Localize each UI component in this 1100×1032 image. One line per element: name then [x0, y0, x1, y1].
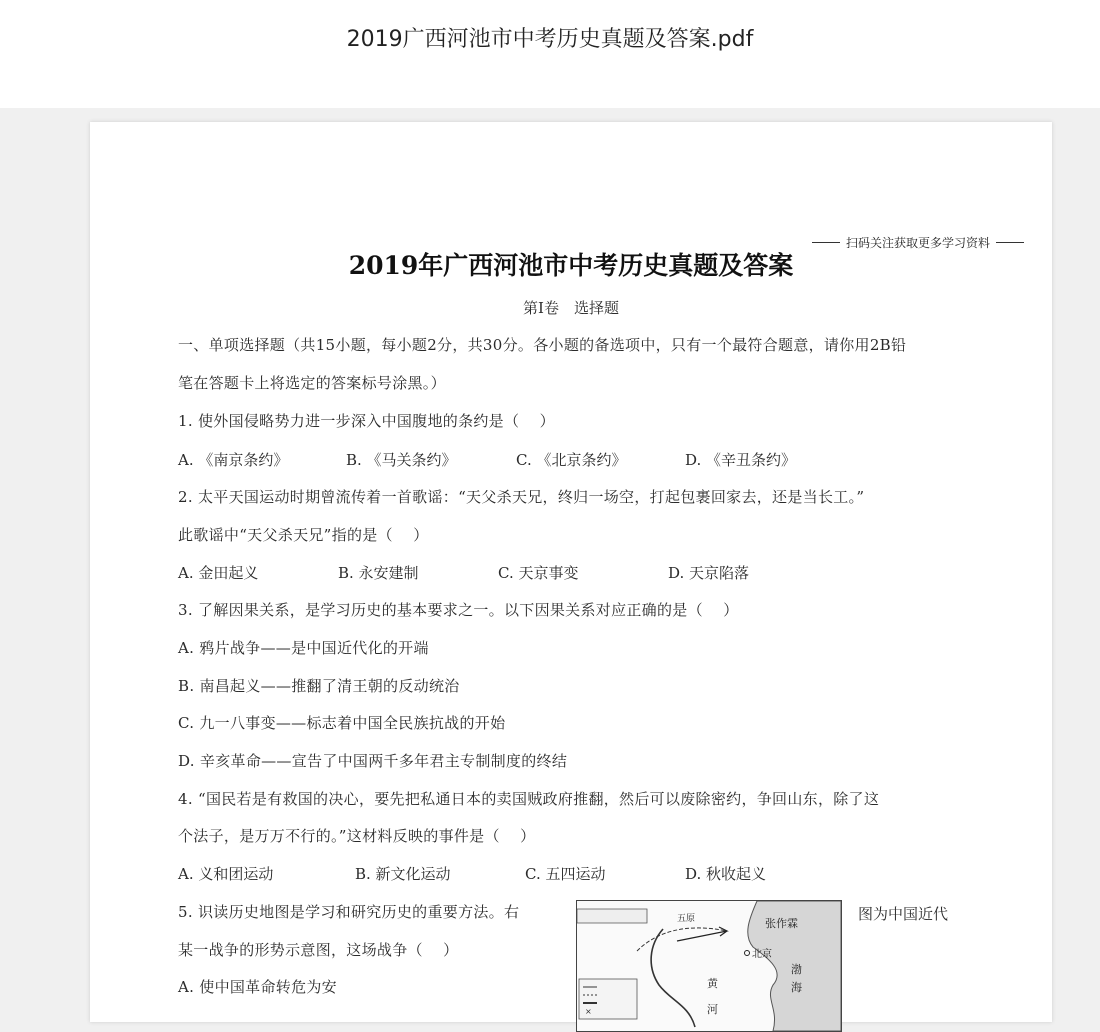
banner-text: 扫码关注获取更多学习资料: [845, 236, 990, 250]
instructions-line-1: 一、单项选择题（共15小题，每小题2分，共30分。各小题的备选项中，只有一个最符合题意，请你用2B铅: [178, 336, 907, 354]
map-label-wuyuan: 五原: [677, 914, 696, 924]
q2-stem-line-1: 2. 太平天国运动时期曾流传着一首歌谣：“天父杀天兄，终归一场空，打起包裹回家去，还是当长工。”: [178, 488, 865, 506]
q3-option-b: B. 南昌起义——推翻了清王朝的反动统治: [178, 677, 460, 695]
pdf-page: [90, 122, 1052, 1022]
section-heading: 第Ⅰ卷 选择题: [523, 299, 619, 317]
q3-option-c: C. 九一八事变——标志着中国全民族抗战的开始: [178, 714, 506, 732]
q2-option-a: A. 金田起义: [178, 564, 259, 582]
banner-rule-right: [996, 242, 1024, 243]
q2-option-c: C. 天京事变: [498, 564, 579, 582]
q1-option-b: B. 《马关条约》: [346, 451, 457, 469]
q5-stem-right: 图为中国近代: [858, 905, 949, 923]
map-label-hai: 海: [791, 981, 802, 994]
q3-option-a: A. 鸦片战争——是中国近代化的开端: [178, 639, 429, 657]
q4-stem-line-2: 个法子，是万万不行的。”这材料反映的事件是（ ）: [178, 827, 536, 845]
instructions-line-2: 笔在答题卡上将选定的答案标号涂黑。）: [178, 374, 446, 392]
q4-option-d: D. 秋收起义: [685, 865, 767, 883]
map-label-beijing: 北京: [752, 949, 772, 960]
document-title: 2019广西河池市中考历史真题及答案.pdf: [346, 27, 754, 52]
map-label-he: 河: [707, 1003, 718, 1016]
q4-stem-line-1: 4. “国民若是有救国的决心，要先把私通日本的卖国贼政府推翻，然后可以废除密约，争回山东，除了这: [178, 790, 880, 808]
q2-option-d: D. 天京陷落: [668, 564, 750, 582]
q4-option-b: B. 新文化运动: [355, 865, 451, 883]
viewer-header: [0, 0, 1100, 108]
q2-stem-line-2: 此歌谣中“天父杀天兄”指的是（ ）: [178, 526, 429, 544]
banner-rule-left: [812, 242, 840, 243]
map-legend-cross: ×: [585, 1007, 592, 1016]
q1-option-c: C. 《北京条约》: [516, 451, 627, 469]
map-city-marker: [745, 951, 750, 956]
q1-option-d: D. 《辛丑条约》: [685, 451, 797, 469]
map-advance-arrow: [677, 927, 727, 941]
q1-stem: 1. 使外国侵略势力进一步深入中国腹地的条约是（ ）: [178, 412, 555, 430]
q3-stem: 3. 了解因果关系，是学习历史的基本要求之一。以下因果关系对应正确的是（ ）: [178, 601, 739, 619]
q2-option-b: B. 永安建制: [338, 564, 419, 582]
q5-option-a: A. 使中国革命转危为安: [178, 978, 337, 996]
q5-stem-line-2: 某一战争的形势示意图，这场战争（ ）: [178, 941, 459, 959]
map-river: [651, 929, 695, 1027]
map-label-huang: 黄: [707, 977, 718, 990]
exam-title: 2019年广西河池市中考历史真题及答案: [348, 251, 794, 280]
q3-option-d: D. 辛亥革命——宣告了中国两千多年君主专制制度的终结: [178, 752, 568, 770]
map-graphic: [577, 901, 841, 1031]
q4-option-c: C. 五四运动: [525, 865, 606, 883]
q4-option-a: A. 义和团运动: [178, 865, 274, 883]
map-label-zhangzuolin: 张作霖: [765, 917, 798, 930]
q1-option-a: A. 《南京条约》: [178, 451, 289, 469]
map-title-box: [577, 909, 647, 923]
war-situation-map: [576, 900, 842, 1032]
map-label-bo: 渤: [791, 963, 802, 976]
q5-stem-line-1: 5. 识读历史地图是学习和研究历史的重要方法。右: [178, 903, 520, 921]
